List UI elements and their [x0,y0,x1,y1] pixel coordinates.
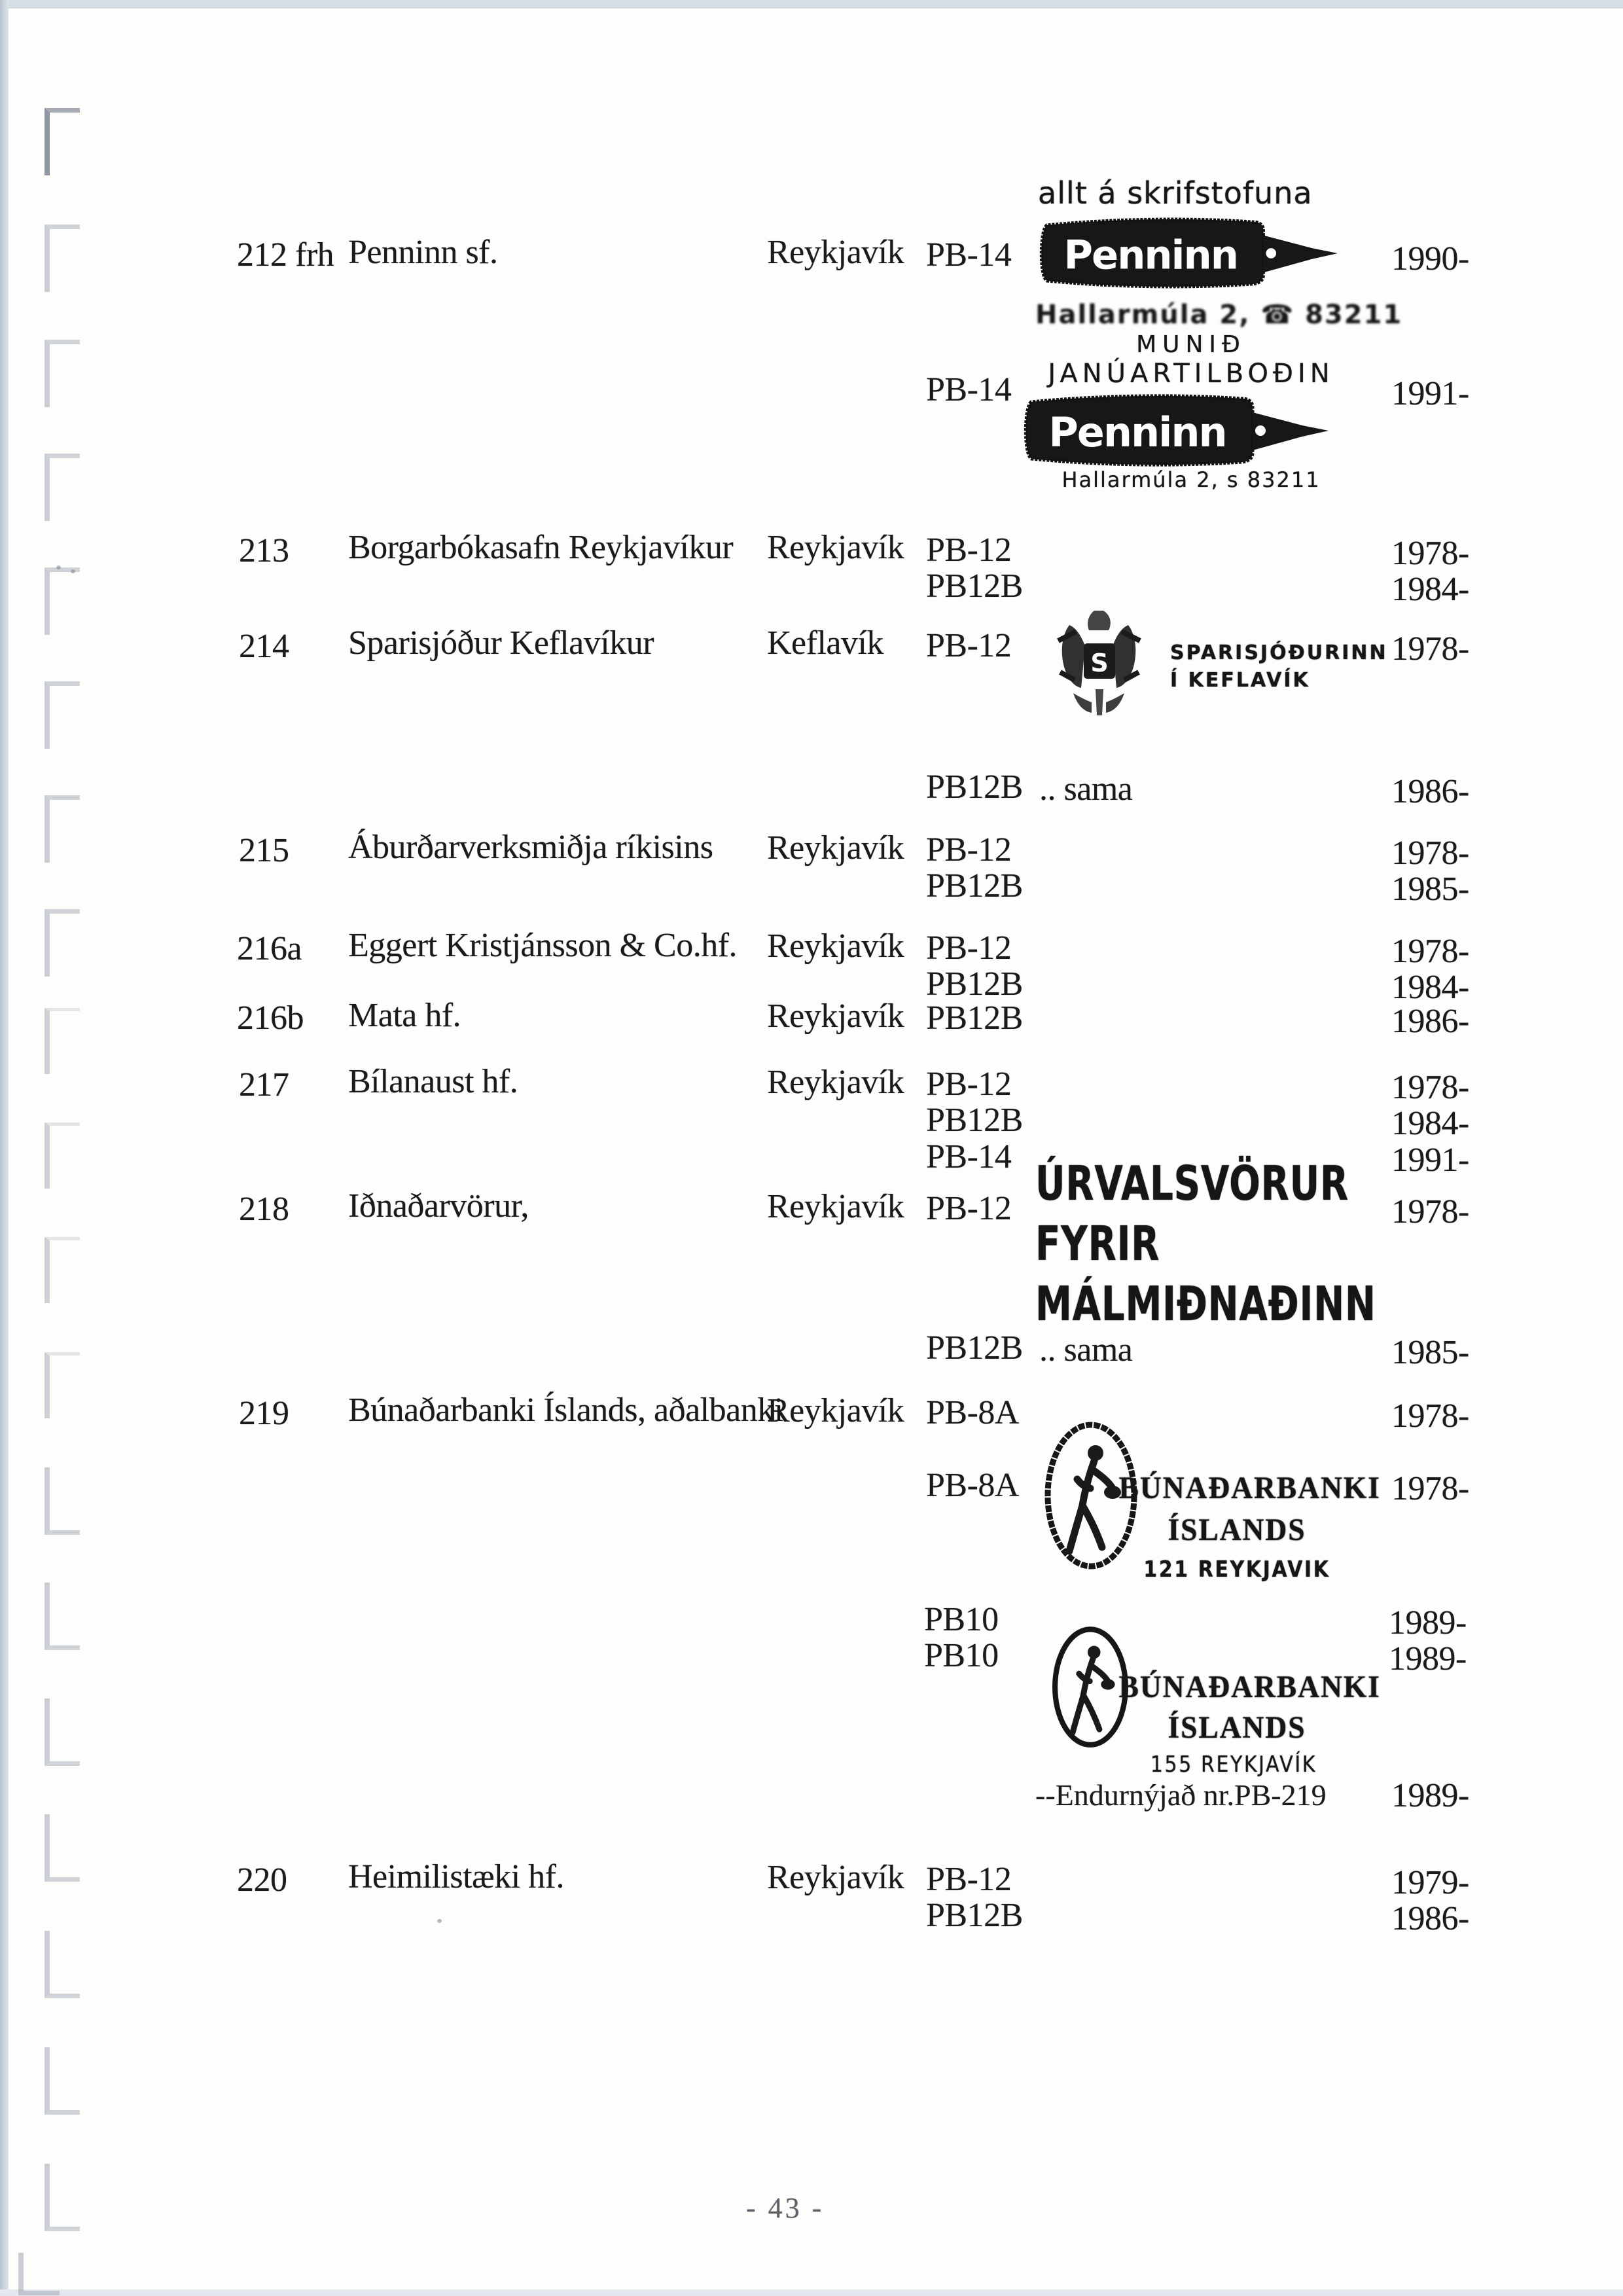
scan-corner-mark [45,1008,80,1074]
entry-city: Reykjavík [767,997,904,1035]
pb-code: PB12B [926,867,1023,905]
pb-code: PB10 [924,1601,999,1638]
year-range: 1978- [1391,630,1469,668]
sparisjodur-monogram: S [1090,649,1109,677]
renewal-note: --Endurnýjað nr.PB-219 [1035,1778,1327,1812]
entry-number: 212 frh [237,236,334,274]
pb-code: PB12B [926,1897,1023,1934]
penninn-logo-text: Penninn [1063,232,1238,279]
year-range: 1989- [1391,1777,1469,1814]
scan-corner-mark [45,454,80,521]
year-range: 1984- [1391,1105,1469,1142]
scan-edge-bottom [0,2289,1623,2296]
penninn-stamp-address: Hallarmúla 2, s 83211 [1061,467,1321,492]
pb-code: PB-14 [926,371,1012,408]
scan-corner-mark [45,340,80,407]
entry-number: 219 [239,1395,289,1432]
entry-name: Eggert Kristjánsson & Co.hf. [348,927,738,964]
scan-edge-top [0,0,1623,9]
scan-corner-mark [45,1698,80,1766]
urvalsvorur-stamp-line: FYRIR [1035,1216,1160,1271]
entry-city: Keflavík [767,624,883,662]
entry-number: 214 [239,628,289,665]
sparisjodur-stamp-line: Í KEFLAVÍK [1170,669,1310,692]
entry-number: 216b [237,999,304,1037]
scan-corner-mark [45,1467,80,1535]
entry-number: 217 [239,1066,289,1103]
scan-corner-mark [45,1237,80,1303]
year-range: 1986- [1391,1900,1469,1937]
pb-code: PB-12 [926,831,1012,869]
entry-number: 220 [237,1861,287,1899]
bunadarbanki-stamp-line: ÍSLANDS [1168,1710,1306,1745]
urvalsvorur-stamp-line: ÚRVALSVÖRUR [1035,1156,1349,1211]
pb-code: PB-12 [926,1861,1012,1898]
penninn-stamp-header: MUNIÐ [1136,331,1246,358]
scan-corner-mark [45,1931,80,1998]
pb-code: PB12B [926,567,1023,605]
year-range: 1986- [1391,773,1469,810]
sama-note: .. sama [1039,1331,1133,1369]
year-range: 1978- [1391,1397,1469,1435]
penninn-stamp-header: JANÚARTILBOÐIN [1048,359,1334,389]
scan-corner-mark [45,108,80,175]
penninn-stamp-address: Hallarmúla 2, ☎ 83211 [1035,300,1403,330]
sparisjodur-crest-icon [1055,606,1143,719]
pb-code: PB-12 [926,1066,1012,1103]
pb-code: PB-12 [926,1190,1012,1227]
entry-name: Penninn sf. [348,234,498,271]
pb-code: PB-12 [926,627,1012,664]
bunadarbanki-stamp-line: 155 REYKJAVÍK [1150,1751,1317,1778]
year-range: 1990- [1391,240,1469,278]
scan-corner-mark [45,795,80,863]
pb-code: PB-14 [926,1138,1012,1175]
scan-corner-mark [45,1352,80,1418]
entry-number: 218 [239,1191,289,1228]
scan-corner-mark [45,1583,80,1650]
year-range: 1978- [1391,1470,1469,1507]
year-range: 1986- [1391,1003,1469,1040]
entry-number: 215 [239,832,289,869]
pb-code: PB-12 [926,929,1012,967]
penninn-pen-logo-icon [1038,216,1339,290]
scan-corner-mark [45,681,80,749]
scan-corner-mark [45,2047,80,2115]
scan-corner-mark [45,567,80,635]
penninn-pen-logo-icon [1022,393,1330,468]
year-range: 1978- [1391,834,1469,872]
entry-city: Reykjavík [767,1064,904,1101]
scan-speck [71,569,75,573]
year-range: 1978- [1391,933,1469,970]
scan-corner-mark [18,2253,60,2295]
pb-code: PB12B [926,1329,1023,1367]
pb-code: PB12B [926,965,1023,1003]
scan-speck [437,1919,442,1923]
pb-code: PB12B [926,768,1023,806]
pb-code: PB10 [924,1637,999,1674]
entry-name: Iðnaðarvörur, [348,1187,529,1225]
entry-city: Reykjavík [767,1188,904,1225]
year-range: 1989- [1389,1640,1467,1677]
entry-name: Bílanaust hf. [348,1063,518,1100]
bunadarbanki-stamp-line: ÍSLANDS [1168,1513,1306,1547]
penninn-logo-text: Penninn [1048,408,1226,456]
year-range: 1978- [1391,535,1469,572]
entry-name: Borgarbókasafn Reykjavíkur [348,529,734,566]
pb-code: PB12B [926,1102,1023,1139]
year-range: 1984- [1391,571,1469,608]
bunadarbanki-stamp-line: BÚNAÐARBANKI [1118,1670,1381,1704]
entry-city: Reykjavík [767,829,904,867]
year-range: 1985- [1391,1334,1469,1371]
entry-city: Reykjavík [767,927,904,965]
pb-code: PB-8A [926,1394,1019,1431]
pb-code: PB-12 [926,531,1012,569]
entry-name: Heimilistæki hf. [348,1858,564,1895]
scan-edge-left [0,0,9,2296]
entry-city: Reykjavík [767,234,904,271]
entry-name: Áburðarverksmiðja ríkisins [348,829,713,866]
scan-corner-mark [45,224,80,292]
year-range: 1989- [1389,1604,1467,1641]
year-range: 1991- [1391,1141,1469,1179]
year-range: 1979- [1391,1864,1469,1901]
pb-code: PB-14 [926,236,1012,274]
penninn-stamp-tagline: allt á skrifstofuna [1038,175,1313,211]
scan-corner-mark [45,2164,80,2231]
sparisjodur-stamp-line: SPARISJÓÐURINN [1170,641,1388,664]
entry-number: 216a [237,930,302,967]
entry-city: Reykjavík [767,529,904,566]
pb-code: PB12B [926,999,1023,1037]
entry-name: Mata hf. [348,997,461,1034]
scan-corner-mark [45,1814,80,1882]
sama-note: .. sama [1039,770,1133,808]
bunadarbanki-stamp-line: 121 REYKJAVIK [1143,1556,1330,1583]
scan-speck [56,565,61,569]
entry-name: Búnaðarbanki Íslands, aðalbanki [348,1391,783,1429]
pb-code: PB-8A [926,1467,1019,1504]
year-range: 1991- [1391,375,1469,412]
year-range: 1984- [1391,969,1469,1006]
page-number: - 43 - [746,2192,825,2224]
urvalsvorur-stamp-line: MÁLMIÐNAÐINN [1035,1276,1376,1331]
entry-city: Reykjavík [767,1392,904,1429]
year-range: 1978- [1391,1069,1469,1106]
entry-city: Reykjavík [767,1859,904,1896]
year-range: 1978- [1391,1193,1469,1230]
year-range: 1985- [1391,870,1469,908]
entry-number: 213 [239,532,289,569]
scan-corner-mark [45,909,80,977]
scan-corner-mark [45,1122,80,1189]
bunadarbanki-stamp-line: BÚNAÐARBANKI [1118,1471,1381,1505]
entry-name: Sparisjóður Keflavíkur [348,624,654,662]
